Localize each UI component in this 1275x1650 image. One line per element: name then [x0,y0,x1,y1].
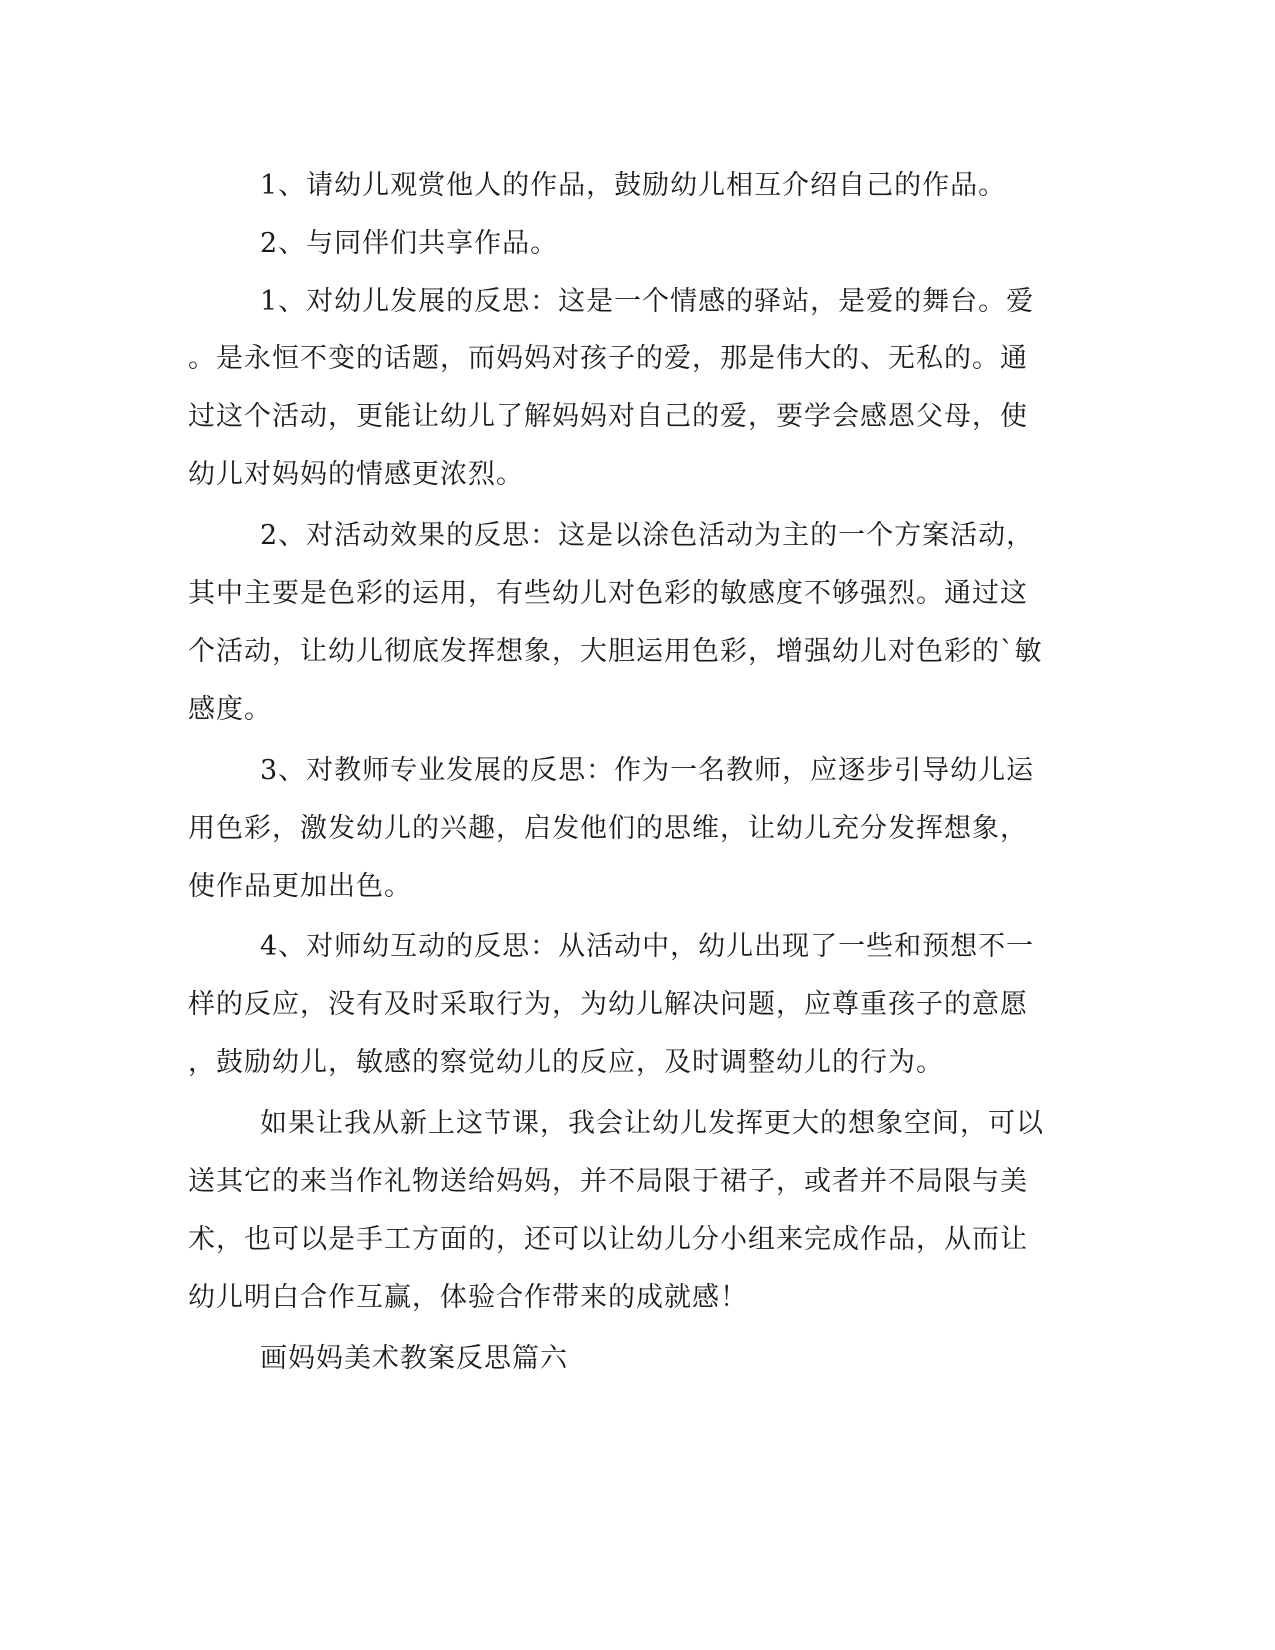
paragraph-line: 感度。 [188,694,272,725]
paragraph-line: 幼儿对妈妈的情感更浓烈。 [188,459,524,490]
paragraph-line: 其中主要是色彩的运用，有些幼儿对色彩的敏感度不够强烈。通过这 [188,578,1028,609]
paragraph-line: 用色彩，激发幼儿的兴趣，启发他们的思维，让幼儿充分发挥想象， [188,813,1028,844]
paragraph-line: 4、对师幼互动的反思：从活动中，幼儿出现了一些和预想不一 [260,931,1035,962]
paragraph-line: 如果让我从新上这节课，我会让幼儿发挥更大的想象空间，可以 [260,1108,1044,1139]
paragraph-line: 过这个活动，更能让幼儿了解妈妈对自己的爱，要学会感恩父母，使 [188,401,1028,432]
paragraph-line: 幼儿明白合作互赢，体验合作带来的成就感！ [188,1282,748,1313]
paragraph-line: 送其它的来当作礼物送给妈妈，并不局限于裙子，或者并不局限与美 [188,1166,1028,1197]
paragraph-line: 样的反应，没有及时采取行为，为幼儿解决问题，应尊重孩子的意愿 [188,989,1028,1020]
paragraph-line: ，鼓励幼儿，敏感的察觉幼儿的反应，及时调整幼儿的行为。 [188,1047,944,1078]
paragraph-line: 2、与同伴们共享作品。 [260,228,559,259]
paragraph-line: 1、请幼儿观赏他人的作品，鼓励幼儿相互介绍自己的作品。 [260,170,1007,201]
paragraph-line: 3、对教师专业发展的反思：作为一名教师，应逐步引导幼儿运 [260,755,1035,786]
paragraph-line: 。是永恒不变的话题，而妈妈对孩子的爱，那是伟大的、无私的。通 [188,343,1028,374]
paragraph-line: 2、对活动效果的反思：这是以涂色活动为主的一个方案活动， [260,520,1035,551]
paragraph-line: 术，也可以是手工方面的，还可以让幼儿分小组来完成作品，从而让 [188,1224,1028,1255]
paragraph-line: 1、对幼儿发展的反思：这是一个情感的驿站，是爱的舞台。爱 [260,286,1035,317]
section-heading: 画妈妈美术教案反思篇六 [260,1343,568,1374]
paragraph-line: 个活动，让幼儿彻底发挥想象，大胆运用色彩，增强幼儿对色彩的`敏 [188,636,1043,667]
paragraph-line: 使作品更加出色。 [188,871,412,902]
